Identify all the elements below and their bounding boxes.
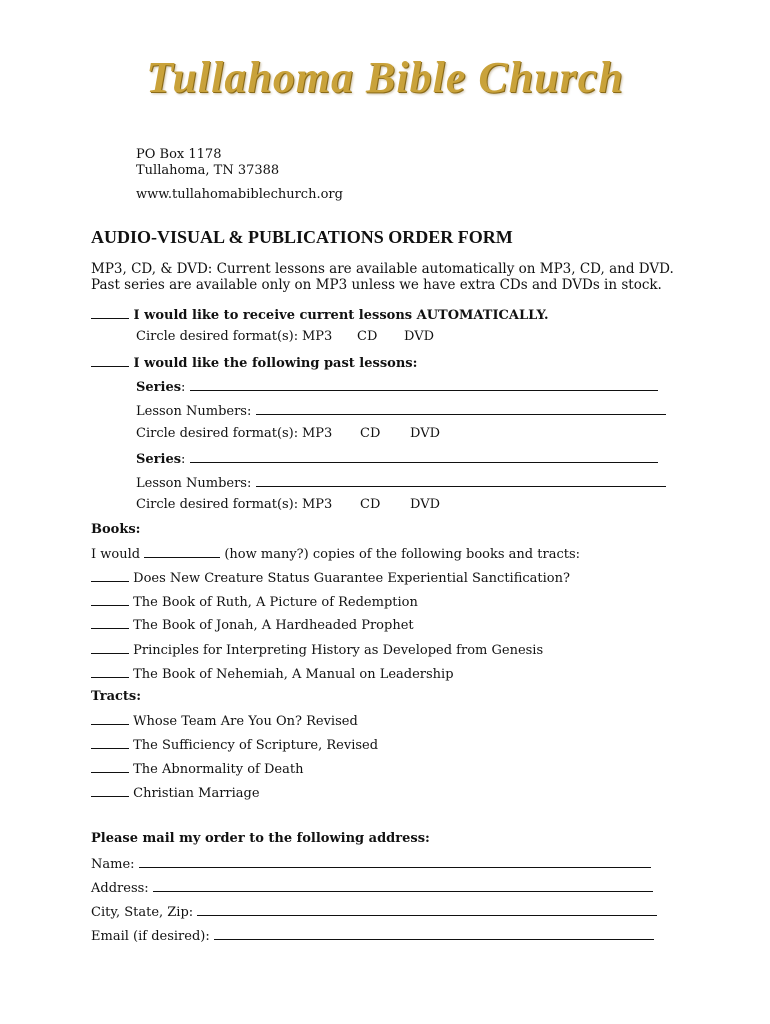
past-lessons-row xyxy=(91,354,417,371)
tract-item xyxy=(91,712,358,729)
form-title: AUDIO-VISUAL & PUBLICATIONS ORDER FORM xyxy=(91,227,513,247)
auto-lessons-row xyxy=(91,306,549,323)
past-format-dvd-1[interactable]: DVD xyxy=(410,426,441,441)
city-row xyxy=(91,903,657,920)
book-title: Does New Creature Status Guarantee Experiential Sanctification? xyxy=(133,571,570,586)
book-qty-blank[interactable] xyxy=(91,569,129,582)
book-qty-blank[interactable] xyxy=(91,593,129,606)
mailing-heading: Please mail my order to the following address: xyxy=(91,831,430,846)
book-title: The Book of Jonah, A Hardheaded Prophet xyxy=(133,618,414,633)
auto-lessons-label: I would like to receive current lessons AUTOMATICALLY. xyxy=(133,308,549,323)
books-heading: Books: xyxy=(91,522,141,537)
series-field-2[interactable] xyxy=(190,450,658,463)
past-format-mp3-2[interactable]: MP3 xyxy=(302,497,333,512)
series-label: Series xyxy=(136,452,182,467)
books-quantity-field[interactable] xyxy=(144,545,220,558)
address-field[interactable] xyxy=(153,879,653,892)
auto-format-label: Circle desired format(s): xyxy=(136,329,299,344)
auto-format-mp3[interactable]: MP3 xyxy=(302,329,333,344)
series-row-1: Series: xyxy=(136,378,658,395)
book-title: The Book of Ruth, A Picture of Redemption xyxy=(133,595,418,610)
book-item xyxy=(91,616,414,633)
past-format-dvd-2[interactable]: DVD xyxy=(410,497,441,512)
intro-paragraph: MP3, CD, & DVD: Current lessons are available automatically on MP3, CD, and DVD. Past series are available only on MP3 unless we have extra CDs and DVDs in stock. xyxy=(91,261,674,293)
auto-format-dvd[interactable]: DVD xyxy=(404,329,435,344)
series-label: Series xyxy=(136,380,182,395)
books-qty-prefix: I would xyxy=(91,547,141,562)
past-format-cd-2[interactable]: CD xyxy=(360,497,381,512)
book-item xyxy=(91,665,454,682)
tract-qty-blank[interactable] xyxy=(91,736,129,749)
tract-item xyxy=(91,736,378,753)
series-field-1[interactable] xyxy=(190,378,658,391)
tract-title: Christian Marriage xyxy=(133,786,260,801)
tracts-heading: Tracts: xyxy=(91,689,142,704)
email-label: Email (if desired): xyxy=(91,929,210,944)
name-label: Name: xyxy=(91,857,135,872)
address-line-1: PO Box 1178 xyxy=(136,147,222,162)
city-label: City, State, Zip: xyxy=(91,905,194,920)
email-field[interactable] xyxy=(214,927,654,940)
tract-title: The Sufficiency of Scripture, Revised xyxy=(133,738,379,753)
address-label: Address: xyxy=(91,881,149,896)
past-format-cd-1[interactable]: CD xyxy=(360,426,381,441)
book-item xyxy=(91,641,543,658)
lesson-numbers-field-1[interactable] xyxy=(256,402,666,415)
book-qty-blank[interactable] xyxy=(91,616,129,629)
book-item xyxy=(91,569,570,586)
series-row-2: Series: xyxy=(136,450,658,467)
email-row xyxy=(91,927,654,944)
address-line-2: Tullahoma, TN 37388 xyxy=(136,163,280,178)
books-qty-suffix: (how many?) copies of the following books and tracts: xyxy=(224,547,581,562)
past-format-label-2: Circle desired format(s): xyxy=(136,497,299,512)
tract-qty-blank[interactable] xyxy=(91,784,129,797)
past-format-label-1: Circle desired format(s): xyxy=(136,426,299,441)
past-lessons-blank[interactable] xyxy=(91,354,129,367)
book-title: The Book of Nehemiah, A Manual on Leadership xyxy=(133,667,454,682)
website-link[interactable]: www.tullahomabiblechurch.org xyxy=(136,187,343,202)
book-qty-blank[interactable] xyxy=(91,665,129,678)
lesson-numbers-row-2 xyxy=(136,474,666,491)
tract-qty-blank[interactable] xyxy=(91,712,129,725)
city-state-zip-field[interactable] xyxy=(197,903,657,916)
book-qty-blank[interactable] xyxy=(91,641,129,654)
lesson-numbers-field-2[interactable] xyxy=(256,474,666,487)
auto-lessons-blank[interactable] xyxy=(91,306,129,319)
church-logo: Tullahoma Bible Church xyxy=(146,53,624,102)
tract-title: Whose Team Are You On? Revised xyxy=(133,714,358,729)
lesson-numbers-label: Lesson Numbers: xyxy=(136,476,252,491)
auto-format-cd[interactable]: CD xyxy=(357,329,378,344)
tract-item xyxy=(91,784,260,801)
tract-qty-blank[interactable] xyxy=(91,760,129,773)
lesson-numbers-row-1 xyxy=(136,402,666,419)
book-title: Principles for Interpreting History as Developed from Genesis xyxy=(133,643,544,658)
name-row xyxy=(91,855,651,872)
past-format-mp3-1[interactable]: MP3 xyxy=(302,426,333,441)
books-quantity-row xyxy=(91,545,580,562)
past-lessons-label: I would like the following past lessons: xyxy=(133,356,418,371)
tract-item xyxy=(91,760,303,777)
tract-title: The Abnormality of Death xyxy=(133,762,304,777)
name-field[interactable] xyxy=(139,855,651,868)
book-item xyxy=(91,593,418,610)
lesson-numbers-label: Lesson Numbers: xyxy=(136,404,252,419)
address-row xyxy=(91,879,653,896)
